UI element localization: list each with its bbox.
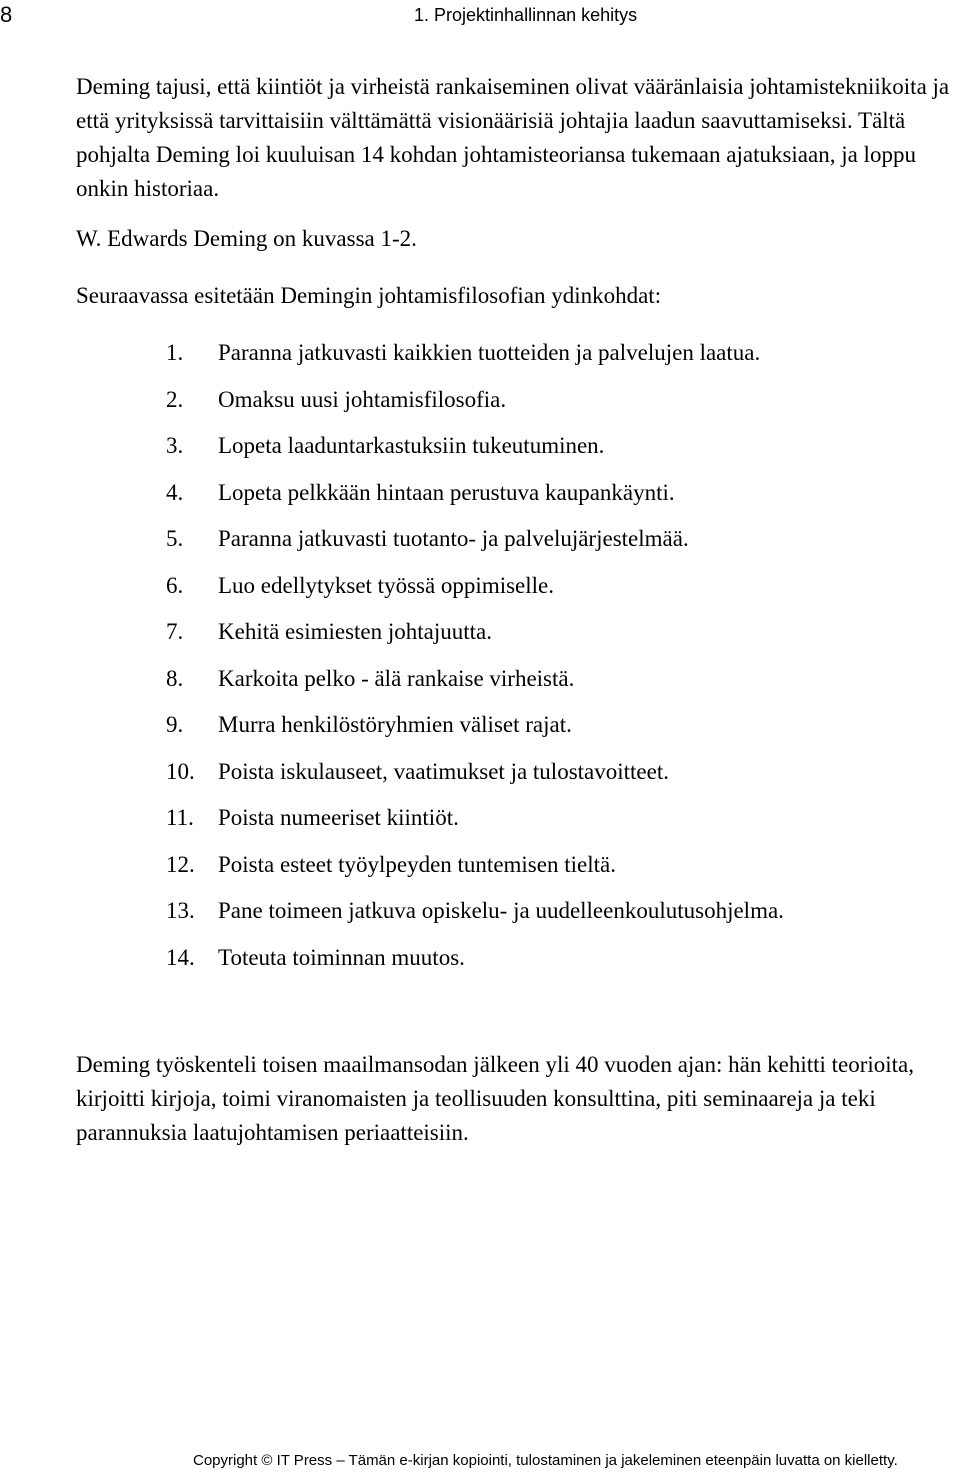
- list-item: [166, 470, 784, 517]
- list-item-number: 13.: [166, 898, 195, 924]
- list-item-text: Poista numeeriset kiintiöt.: [218, 805, 459, 831]
- list-item: [166, 795, 784, 842]
- list-item-number: 4.: [166, 479, 184, 505]
- list-item-text: Pane toimeen jatkuva opiskelu- ja uudelleenkoulutusohjelma.: [218, 898, 784, 924]
- intro-paragraph: Deming tajusi, että kiintiöt ja virheistä rankaiseminen olivat vääränlaisia johtamistekniikoita ja että yrityksissä tarvittaisiin välttämättä visionäärisiä johtajia laadun saavuttamiseksi. Tältä pohjalta Deming loi kuuluisan 14 kohdan johtamisteoriansa tukemaan ajatuksiaan, ja loppu onkin historiaa.: [76, 74, 950, 201]
- list-item-text: Murra henkilöstöryhmien väliset rajat.: [218, 712, 572, 738]
- list-item-number: 6.: [166, 572, 184, 598]
- list-item-text: Kehitä esimiesten johtajuutta.: [218, 619, 493, 645]
- list-item: [166, 516, 784, 563]
- list-item-text: Luo edellytykset työssä oppimiselle.: [218, 572, 555, 598]
- list-item-number: 11.: [166, 805, 194, 831]
- list-item-number: 3.: [166, 433, 184, 459]
- list-item-text: Omaksu uusi johtamisfilosofia.: [218, 386, 507, 412]
- list-item: [166, 749, 784, 796]
- list-item: [166, 656, 784, 703]
- list-item-text: Toteuta toiminnan muutos.: [218, 944, 465, 970]
- list-item: [166, 842, 784, 889]
- list-item: [166, 888, 784, 935]
- list-item-text: Paranna jatkuvasti tuotanto- ja palvelujärjestelmää.: [218, 526, 689, 552]
- list-item-number: 12.: [166, 851, 195, 877]
- list-item-number: 5.: [166, 526, 184, 552]
- list-item-text: Lopeta pelkkään hintaan perustuva kaupankäynti.: [218, 479, 675, 505]
- page-number: 8: [0, 2, 13, 27]
- list-intro: Seuraavassa esitetään Demingin johtamisfilosofian ydinkohdat:: [76, 283, 662, 308]
- list-item: [166, 377, 784, 424]
- list-item-number: 10.: [166, 758, 195, 784]
- figure-reference: W. Edwards Deming on kuvassa 1-2.: [76, 226, 417, 251]
- list-item: [166, 609, 784, 656]
- list-item-number: 2.: [166, 386, 184, 412]
- list-item: [166, 563, 784, 610]
- list-item-number: 1.: [166, 340, 184, 366]
- list-item-number: 7.: [166, 619, 184, 645]
- closing-paragraph: Deming työskenteli toisen maailmansodan jälkeen yli 40 vuoden ajan: hän kehitti teorioita, kirjoitti kirjoja, toimi viranomaisten ja teollisuuden konsulttina, piti seminaareja ja teki parannuksia laatujohtamisen periaatteisiin.: [76, 1052, 915, 1145]
- list-item-number: 9.: [166, 712, 184, 738]
- list-item-text: Poista iskulauseet, vaatimukset ja tulostavoitteet.: [218, 758, 669, 784]
- list-item-number: 8.: [166, 665, 184, 691]
- list-item-text: Karkoita pelko - älä rankaise virheistä.: [218, 665, 575, 691]
- list-item-text: Lopeta laaduntarkastuksiin tukeutuminen.: [218, 433, 605, 459]
- deming-points-list: [166, 330, 784, 981]
- list-item-text: Paranna jatkuvasti kaikkien tuotteiden ja palvelujen laatua.: [218, 340, 761, 366]
- list-item: [166, 702, 784, 749]
- copyright-footer: Copyright © IT Press – Tämän e-kirjan kopiointi, tulostaminen ja jakeleminen eteenpäin luvatta on kielletty.: [193, 1452, 898, 1469]
- running-head: 1. Projektinhallinnan kehitys: [414, 5, 638, 25]
- list-item-number: 14.: [166, 944, 195, 970]
- list-item-text: Poista esteet työylpeyden tuntemisen tieltä.: [218, 851, 616, 877]
- list-item: [166, 935, 784, 982]
- list-item: [166, 330, 784, 377]
- list-item: [166, 423, 784, 470]
